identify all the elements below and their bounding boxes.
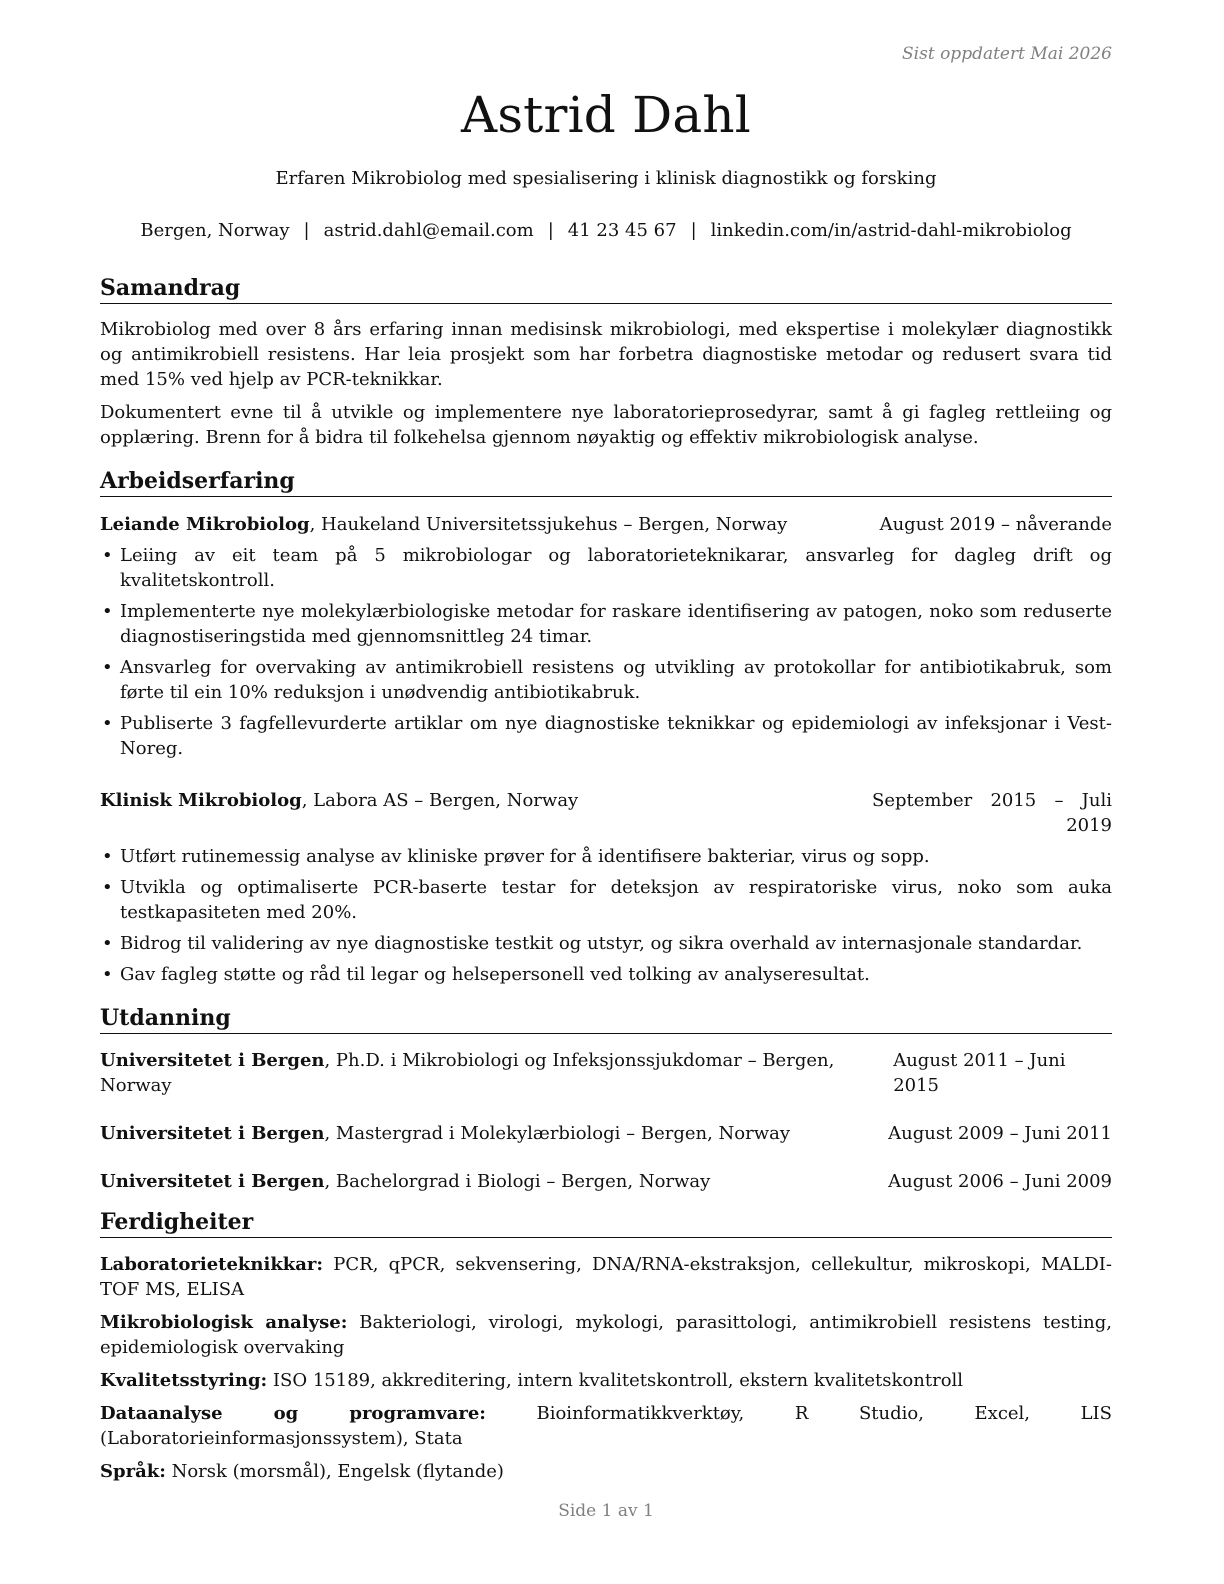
education-school: Universitetet i Bergen [100,1123,325,1144]
resume-page [100,0,1112,1584]
skill-line [100,1401,1112,1451]
education-entry [100,1169,1112,1194]
education-degree: , Ph.D. i Mikrobiologi og Infeksjonssjukdomar – Bergen, Norway [100,1050,835,1096]
education-date: August 2006 – Juni 2009 [888,1171,1112,1192]
skill-text: Bioinformatikkverktøy, R Studio, Excel, LIS (Laboratorieinformasjonssystem), Stata [100,1403,1112,1449]
job-entry [100,512,1112,761]
summary-section [100,274,1112,450]
job-header [100,788,1112,838]
skill-line [100,1459,1112,1484]
last-updated: Sist oppdatert Mai 2026 [902,44,1112,64]
contact-linkedin[interactable]: linkedin.com/in/astrid-dahl-mikrobiolog [710,220,1072,241]
job-bullet: • Utvikla og optimaliserte PCR-baserte testar for deteksjon av respiratoriske virus, noko som auka testkapasiteten med 20%. [100,875,1112,925]
contact-separator: | [547,220,554,241]
skill-label: Laboratorieteknikkar: [100,1254,324,1275]
contact-phone: 41 23 45 67 [567,220,677,241]
summary-paragraph: Dokumentert evne til å utvikle og implementere nye laboratorieprosedyrar, samt å gi fagleg rettleiing og opplæring. Brenn for å bidra til folkehelsa gjennom nøyaktig og effektiv mikrobiologisk analyse. [100,402,1112,448]
page-number: Side 1 av 1 [558,1501,654,1521]
skill-line [100,1368,1112,1393]
skills-section [100,1208,1112,1484]
education-degree: , Bachelorgrad i Biologi – Bergen, Norway [324,1171,711,1192]
skill-text: PCR, qPCR, sekvensering, DNA/RNA-ekstraksjon, cellekultur, mikroskopi, MALDI-TOF MS, ELISA [100,1254,1112,1300]
skill-label: Mikrobiologisk analyse: [100,1312,348,1333]
job-bullets [100,543,1112,761]
contact-location: Bergen, Norway [140,220,290,241]
education-school: Universitetet i Bergen [100,1050,325,1071]
skill-line [100,1310,1112,1360]
candidate-name: Astrid Dahl [461,86,751,144]
skill-label: Dataanalyse og programvare: [100,1403,486,1424]
education-section [100,1004,1112,1194]
job-bullet: • Leiing av eit team på 5 mikrobiologar og laboratorieteknikarar, ansvarleg for dagleg drift og kvalitetskontroll. [100,543,1112,593]
job-date: August 2019 – nåverande [879,514,1112,535]
education-entry [100,1048,1112,1098]
education-entry [100,1121,1112,1146]
skill-line [100,1252,1112,1302]
contact-separator: | [690,220,697,241]
education-school: Universitetet i Bergen [100,1171,325,1192]
tagline: Erfaren Mikrobiolog med spesialisering i klinisk diagnostikk og forsking [275,168,937,189]
skill-label: Språk: [100,1461,166,1482]
skill-text: Bakteriologi, virologi, mykologi, parasittologi, antimikrobiell resistens testing, epidemiologisk overvaking [100,1312,1112,1358]
job-bullet: • Bidrog til validering av nye diagnostiske testkit og utstyr, og sikra overhald av internasjonale standardar. [100,931,1112,956]
job-entry [100,788,1112,987]
experience-heading: Arbeidserfaring [100,467,1112,497]
job-bullet: • Gav fagleg støtte og råd til legar og helsepersonell ved tolking av analyseresultat. [100,962,1112,987]
education-date: August 2011 – Juni 2015 [893,1050,1066,1096]
contact-line [100,220,1112,241]
job-title-line [100,788,872,838]
job-bullet: • Utført rutinemessig analyse av kliniske prøver for å identifisere bakteriar, virus og sopp. [100,844,1112,869]
education-title-line [100,1169,710,1194]
experience-section [100,467,1112,987]
resume-content [100,270,1112,1484]
skill-text: Norsk (morsmål), Engelsk (flytande) [165,1461,504,1482]
education-heading: Utdanning [100,1004,1112,1034]
summary-paragraph: Mikrobiolog med over 8 års erfaring innan medisinsk mikrobiologi, med ekspertise i molekylær diagnostikk og antimikrobiell resistens. Har leia prosjekt som har forbetra diagnostiske metodar og redusert svara tid med 15% ved hjelp av PCR-teknikkar. [100,319,1112,390]
job-bullet: • Implementerte nye molekylærbiologiske metodar for raskare identifisering av patogen, noko som reduserte diagnostiseringstida med gjennomsnittleg 24 timar. [100,599,1112,649]
contact-separator: | [303,220,310,241]
job-bullets [100,844,1112,987]
skills-heading: Ferdigheiter [100,1208,1112,1238]
job-title: Leiande Mikrobiolog [100,514,310,535]
summary-heading: Samandrag [100,274,1112,304]
job-bullet: • Publiserte 3 fagfellevurderte artiklar om nye diagnostiske teknikkar og epidemiologi av infeksjonar i Vest-Noreg. [100,711,1112,761]
education-date: August 2009 – Juni 2011 [888,1123,1112,1144]
contact-email[interactable]: astrid.dahl@email.com [323,220,534,241]
job-title: Klinisk Mikrobiolog [100,790,302,811]
job-date: September 2015 – Juli 2019 [872,790,1112,836]
skill-label: Kvalitetsstyring: [100,1370,268,1391]
education-title-line [100,1048,893,1098]
education-title-line [100,1121,790,1146]
job-org: , Labora AS – Bergen, Norway [301,790,579,811]
job-org: , Haukeland Universitetssjukehus – Bergen, Norway [309,514,788,535]
skill-text: ISO 15189, akkreditering, intern kvalitetskontroll, ekstern kvalitetskontroll [267,1370,964,1391]
job-title-line [100,512,880,537]
education-degree: , Mastergrad i Molekylærbiologi – Bergen, Norway [324,1123,791,1144]
job-bullet: • Ansvarleg for overvaking av antimikrobiell resistens og utvikling av protokollar for antibiotikabruk, som førte til ein 10% reduksjon i unødvendig antibiotikabruk. [100,655,1112,705]
job-header [100,512,1112,537]
